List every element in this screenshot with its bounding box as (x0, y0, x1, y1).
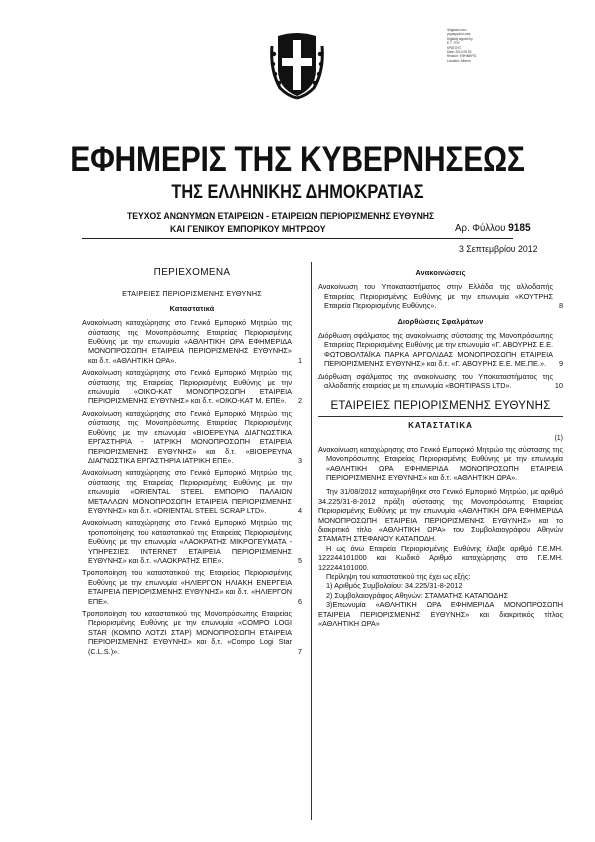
notice-entry-page: 8 (558, 301, 563, 311)
toc-entry-page: 4 (297, 505, 302, 515)
announcement-title: Ανακοίνωση καταχώρησης στο Γενικό Εμπορικό Μητρώο της σύστασης της Μονοπρόσωπης Εταιρείας Περιορισμένης Ευθύνης με την επωνυμία «ΑΘΛΗΤΙΚΗ ΩΡΑ ΕΦΗΜΕΡΙΔΑ ΜΟΝΟΠΡΟΣΩΠΗ ΕΤΑΙΡΕΙΑ ΠΕΡΙΟΡΙΣΜΕΝΗΣ ΕΥΘΥΝΗΣ» και δ.τ. «ΑΘΛΗΤΙΚΗ ΩΡΑ». (318, 444, 563, 482)
toc-entry-text: Ανακοίνωση καταχώρησης στο Γενικό Εμπορικό Μητρώο της σύστασης της Εταιρείας Περιορισμένης Ευθύνης με την επωνυμία «ΟΙΚΟ-ΚΑΤ ΜΟΝΟΠΡΟΣΩΠΗ ΕΤΑΙΡΕΙΑ ΠΕΡΙΟΡΙΣΜΕΝΗΣ ΕΥΘΥΝΗΣ» και δ.τ. «ΟΙΚΟ-ΚΑΤ Μ. ΕΠΕ». (82, 368, 292, 406)
sheet-number (455, 222, 531, 234)
toc-entry-text: Τροποποίηση του καταστατικού της Μονοπρόσωπης Εταιρείας Περιορισμένης Ευθύνης με την επωνυμία «COMPO LOGI STAR (ΚΟΜΠΟ ΛΟΤΖΙ ΣΤΑΡ) ΜΟΝΟΠΡΟΣΩΠΗ ΕΤΑΙΡΕΙΑ ΠΕΡΙΟΡΙΣΜΕΝΗΣ ΕΥΘΥΝΗΣ» και δ.τ. «Compo Logi Star (C.L.S.)». (82, 609, 292, 656)
issue-line-2: ΚΑΙ ΓΕΝΙΚΟΥ ΕΜΠΟΡΙΚΟΥ ΜΗΤΡΩΟΥ (170, 224, 326, 235)
digital-signature-stamp (447, 28, 491, 63)
toc-entry[interactable] (82, 468, 302, 515)
toc-entry-text: Ανακοίνωση καταχώρησης στο Γενικό Εμπορικό Μητρώο της σύστασης της Εταιρείας Περιορισμένης Ευθύνης με την επωνυμία «ORIENTAL STEEL ΕΜΠΟΡΙΟ ΠΑΛΑΙΩΝ ΜΕΤΑΛΛΩΝ ΜΟΝΟΠΡΟΣΩΠΗ ΕΤΑΙΡΕΙΑ ΠΕΡΙΟΡΙΣΜΕΝΗΣ ΕΥΘΥΝΗΣ» και δ.τ. «ORIENTAL STEEL SCRAP LTD». (82, 468, 292, 515)
stamp-line: Ψηφιακά υπο- (447, 28, 468, 32)
toc-column (82, 268, 302, 659)
gazette-subtitle: ΤΗΣ ΕΛΛΗΝΙΚΗΣ ΔΗΜΟΚΡΑΤΙΑΣ (171, 182, 424, 203)
toc-entry[interactable] (82, 518, 302, 565)
summary-item: 3)Επωνυμία «ΑΘΛΗΤΙΚΗ ΩΡΑ ΕΦΗΜΕΡΙΔΑ ΜΟΝΟΠΡΟΣΩΠΗ ΕΤΑΙΡΕΙΑ ΠΕΡΙΟΡΙΣΜΕΝΗΣ ΕΥΘΥΝΗΣ» και διακριτικός τίτλος «ΑΘΛΗΤΙΚΗ ΩΡΑ» (318, 600, 563, 628)
toc-subsection: Καταστατικά (169, 303, 215, 313)
notice-entry-text: Ανακοίνωση του Υποκαταστήματος στην Ελλάδα της αλλοδαπής Εταιρείας Περιορισμένης Ευθύνης με την επωνυμία «ΚΟΥΤΡΗΣ Εταιρεία Περιορισμένης Ευθύνης». (318, 282, 553, 311)
body-subsection-heading: ΚΑΤΑΣΤΑΤΙΚΑ (408, 420, 473, 430)
toc-entry-page: 6 (297, 596, 302, 606)
correction-entry[interactable] (318, 372, 563, 391)
stamp-line: γεγραμμένο από (447, 32, 471, 37)
correction-entry-page: 9 (558, 359, 563, 369)
notices-heading: Ανακοινώσεις (415, 268, 466, 277)
sheet-number-value: 9185 (508, 222, 531, 234)
toc-entry[interactable] (82, 368, 302, 406)
toc-entry-page: 1 (297, 355, 302, 365)
correction-entry-page: 10 (554, 381, 563, 391)
correction-entry[interactable] (318, 331, 563, 369)
stamp-line: Reason: ΕΦΗΜΕΡΙΣ (447, 54, 477, 59)
toc-entry[interactable] (82, 409, 302, 465)
gazette-title: ΕΦΗΜΕΡΙΣ ΤΗΣ ΚΥΒΕΡΝΗΣΕΩΣ (70, 140, 525, 179)
toc-entry[interactable] (82, 568, 302, 606)
toc-entry-page: 3 (297, 455, 302, 465)
toc-entry[interactable] (82, 609, 302, 656)
correction-entry-text: Διόρθωση σφάλματος της ανακοίνωσης του Υποκαταστήματος της αλλοδαπής εταιρείας με τη επωνυμία «BORTIPASS LTD». (318, 371, 553, 391)
announcement-number: (1) (554, 435, 563, 443)
stamp-line: ΚΡΑΤΟΥΣ (447, 45, 462, 50)
stamp-line: Location: Athens (447, 58, 471, 63)
stamp-line: Digitally signed by (447, 36, 473, 41)
summary-item: 1) Αριθμός Συμβολαίου: 34.225/31-8-2012 (326, 581, 463, 591)
body-section-heading: ΕΤΑΙΡΕΙΕΣ ΠΕΡΙΟΡΙΣΜΕΝΗΣ ΕΥΘΥΝΗΣ (330, 400, 551, 413)
toc-entry-text: Τροποποίηση του καταστατικού της Εταιρείας Περιορισμένης Ευθύνης με την επωνυμία «ΗΛΙΕΡΓΟΝ ΗΛΙΑΚΗ ΕΝΕΡΓΕΙΑ ΕΤΑΙΡΕΙΑ ΠΕΡΙΟΡΙΣΜΕΝΗΣ ΕΥΘΥΝΗΣ» και δ.τ. «ΗΛΙΕΡΓΟΝ ΕΠΕ». (82, 568, 292, 606)
toc-entry-page: 2 (297, 396, 302, 406)
sheet-label: Αρ. Φύλλου (455, 222, 506, 234)
toc-entry-page: 7 (297, 646, 302, 656)
body-paragraph: Περίληψη του καταστατικού της έχει ως εξής: (326, 571, 471, 581)
toc-entry-text: Ανακοίνωση καταχώρησης στο Γενικό Εμπορικό Μητρώο της σύστασης της Μονοπρόσωπης Εταιρείας Περιορισμένης Ευθύνης με την επωνυμία «ΑΘΛΗΤΙΚΗ ΩΡΑ ΕΦΗΜΕΡΙΔΑ ΜΟΝΟΠΡΟΣΩΠΗ ΕΤΑΙΡΕΙΑ ΠΕΡΙΟΡΙΣΜΕΝΗΣ ΕΥΘΥΝΗΣ» και δ.τ. «ΑΘΛΗΤΙΚΗ ΩΡΑ». (82, 318, 292, 365)
toc-entry[interactable] (82, 318, 302, 365)
header-rule (82, 238, 513, 239)
toc-heading: ΠΕΡΙΕΧΟΜΕΝΑ (153, 267, 231, 278)
body-paragraph: Η ως άνω Εταιρεία Περιορισμένης Ευθύνης έλαβε αριθμό Γ.Ε.ΜΗ. 122244101000 και Κωδικό Αριθμό καταχώρησης στο Γ.Ε.ΜΗ. 122244101000. (318, 543, 563, 572)
body-paragraph: Την 31/08/2012 καταχωρήθηκε στο Γενικό Εμπορικό Μητρώο, με αριθμό 34.225/31-8-2012 πράξη σύστασης της Μονοπρόσωπης Εταιρείας Περιορισμένης Ευθύνης με την επωνυμία «ΑΘΛΗΤΙΚΗ ΩΡΑ ΕΦΗΜΕΡΙΔΑ ΜΟΝΟΠΡΟΣΩΠΗ ΕΤΑΙΡΕΙΑ ΠΕΡΙΟΡΙΣΜΕΝΗΣ ΕΥΘΥΝΗΣ» και το διακριτικό τίτλο «ΑΘΛΗΤΙΚΗ ΩΡΑ» του Συμβολαιογράφου Αθηνών ΣΤΑΜΑΤΗ ΣΤΕΦΑΝΟΥ ΚΑΤΑΠΟΔΗ. (318, 487, 563, 544)
summary-item: 2) Συμβολαιογράφος Αθηνών: ΣΤΑΜΑΤΗΣ ΚΑΤΑΠΟΔΗΣ (326, 590, 509, 600)
column-divider (311, 262, 312, 820)
issue-line-1: ΤΕΥΧΟΣ ΑΝΩΝΥΜΩΝ ΕΤΑΙΡΕΙΩΝ - ΕΤΑΙΡΕΙΩΝ ΠΕΡΙΟΡΙΣΜΕΝΗΣ ΕΥΘΥΝΗΣ (127, 211, 435, 222)
toc-entry-text: Ανακοίνωση καταχώρησης στο Γενικό Εμπορικό Μητρώο της τροποποίησης του καταστατικού της Εταιρείας Περιορισμένης Ευθύνης με την επωνυμία «ΛΑΟΚΡΑΤΗΣ ΜΙΚΡΟΓΕΥΜΑΤΑ - ΥΠΗΡΕΣΙΕΣ INTERNET ΕΤΑΙΡΕΙΑ ΠΕΡΙΟΡΙΣΜΕΝΗΣ ΕΥΘΥΝΗΣ» και δ.τ. «ΛΑΟΚΡΑΤΗΣ ΕΠΕ». (82, 518, 292, 565)
toc-entry-page: 5 (297, 555, 302, 565)
right-column (318, 268, 563, 628)
toc-section: ΕΤΑΙΡΕΙΕΣ ΠΕΡΙΟΡΙΣΜΕΝΗΣ ΕΥΘΥΝΗΣ (122, 289, 262, 299)
correction-entry-text: Διόρθωση σφάλματος της ανακοίνωσης σύστασης της Μονοπρόσωπης Εταιρείας Περιορισμένης Ευθύνης με την επωνυμία «Γ. ΑΒΟΥΡΗΣ Ε.Ε. ΦΩΤΟΒΟΛΤΑΪΚΑ ΠΑΡΚΑ ΑΡΓΟΛΙΔΑΣ ΜΟΝΟΠΡΟΣΩΠΗ ΕΤΑΙΡΕΙΑ ΠΕΡΙΟΡΙΣΜΕΝΗΣ ΕΥΘΥΝΗΣ» και δ.τ. «Γ. ΑΒΟΥΡΗΣ Ε.Ε. ΜΕ.ΠΕ.». (318, 331, 553, 369)
stamp-line: Date: 2012.09.03 (447, 50, 472, 55)
greek-coat-of-arms-emblem (270, 30, 324, 100)
toc-entry-text: Ανακοίνωση καταχώρησης στο Γενικό Εμπορικό Μητρώο της σύστασης της Μονοπρόσωπης Εταιρείας Περιορισμένης Ευθύνης με την επωνυμία «ΒΙΟΕΡΕΥΝΑ ΔΙΑΓΝΩΣΤΙΚΑ ΕΡΓΑΣΤΗΡΙΑ - ΙΑΤΡΙΚΗ ΜΟΝΟΠΡΟΣΩΠΗ ΕΤΑΙΡΕΙΑ ΠΕΡΙΟΡΙΣΜΕΝΗΣ ΕΥΘΥΝΗΣ» και δ.τ. «ΒΙΟΕΡΕΥΝΑ ΔΙΑΓΝΩΣΤΙΚΑ ΕΡΓΑΣΤΗΡΙΑ ΙΑΤΡΙΚΗ ΕΠΕ». (82, 408, 292, 465)
notice-entry[interactable] (318, 282, 563, 310)
issue-date: 3 Σεπτεμβρίου 2012 (459, 244, 538, 255)
corrections-heading: Διορθώσεις Σφαλμάτων (397, 316, 484, 326)
section-rule (318, 416, 563, 417)
stamp-line: Ε.Τ. ΤΟΥ (447, 41, 460, 46)
